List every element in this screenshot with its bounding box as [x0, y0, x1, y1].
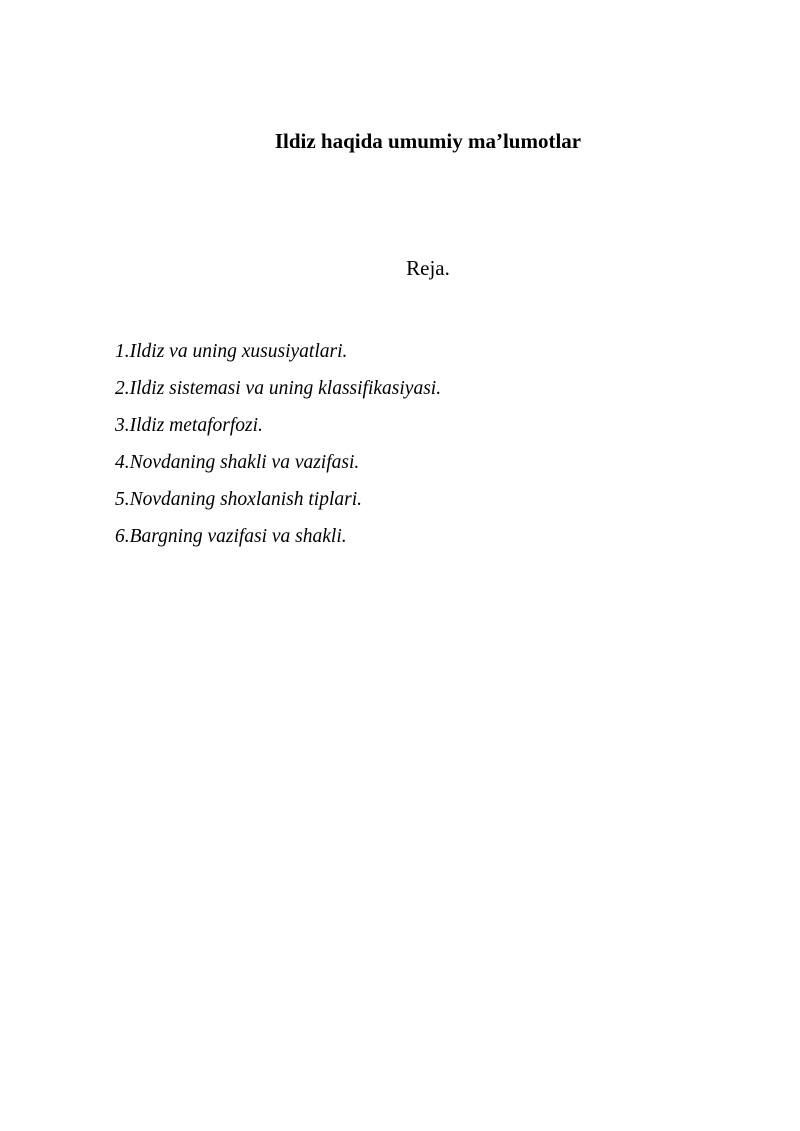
plan-item-2: 2.Ildiz sistemasi va uning klassifikasiyasi.	[115, 378, 442, 399]
plan-item-5: 5.Novdaning shoxlanish tiplari.	[115, 489, 363, 510]
plan-list	[115, 333, 441, 555]
plan-item-1: 1.Ildiz va uning xususiyatlari.	[115, 341, 348, 362]
plan-item-6: 6.Bargning vazifasi va shakli.	[115, 526, 347, 547]
plan-heading: Reja.	[406, 256, 450, 280]
plan-item-3: 3.Ildiz metaforfozi.	[115, 415, 263, 436]
plan-item-4: 4.Novdaning shakli va vazifasi.	[115, 452, 360, 473]
document-title: Ildiz haqida umumiy ma’lumotlar	[274, 129, 582, 153]
